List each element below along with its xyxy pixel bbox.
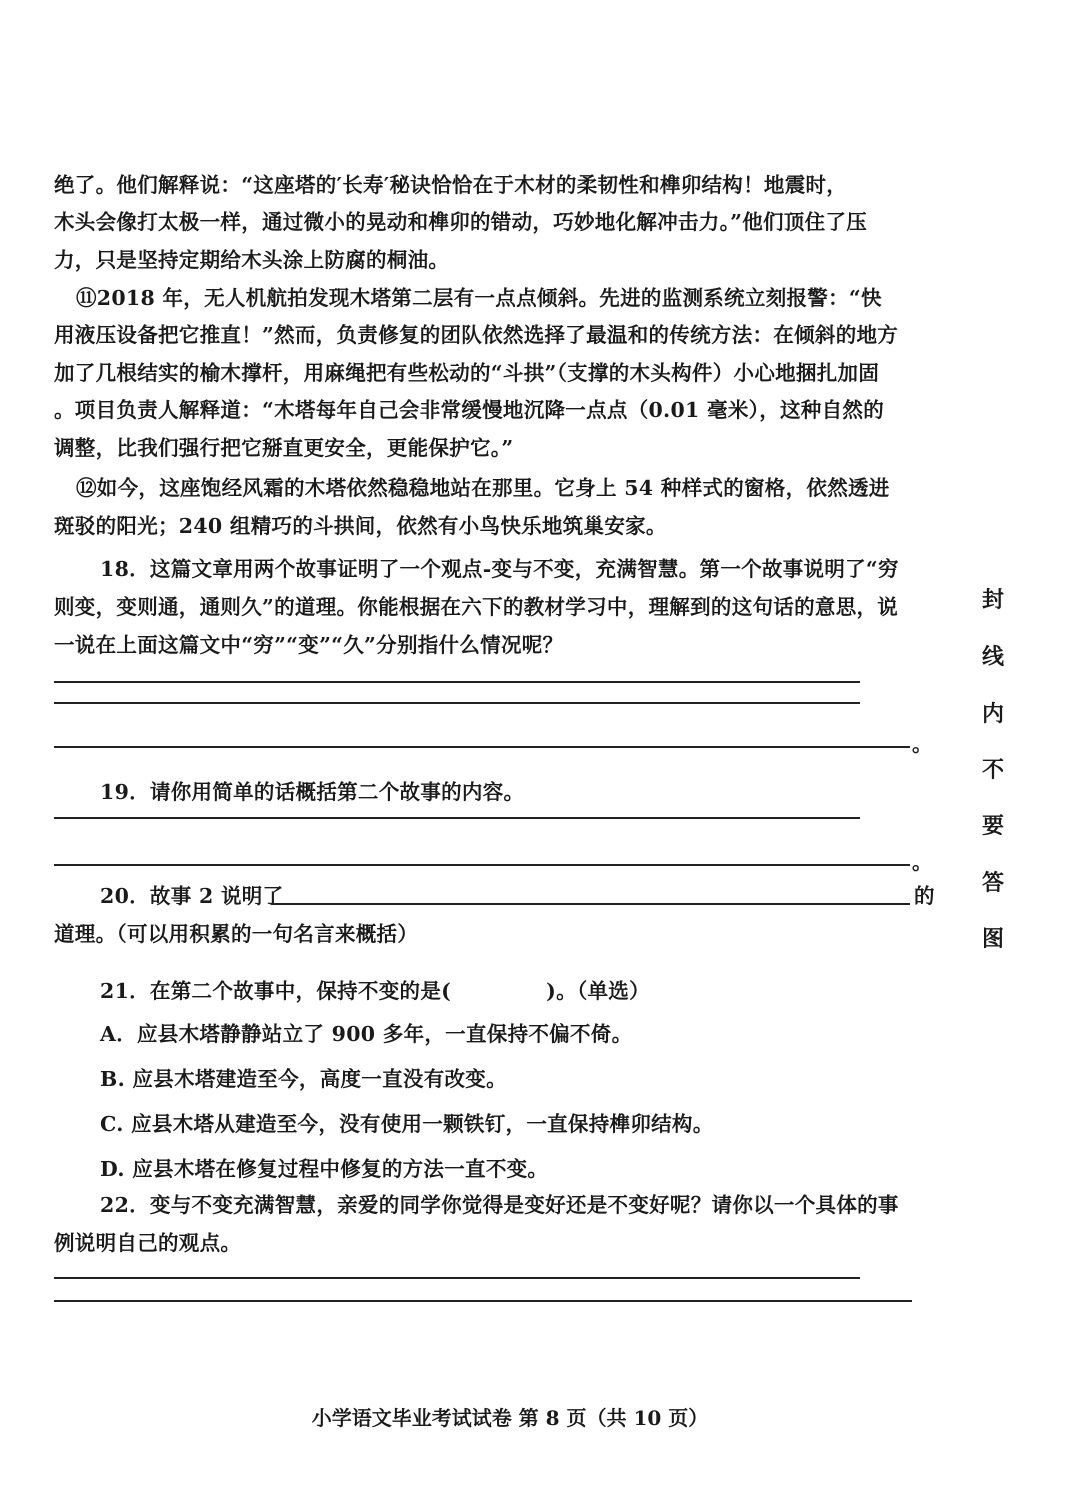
option-b: B. 应县木塔建造至今，高度一直没有改变。: [100, 1067, 507, 1091]
seal-line-char: 答: [982, 870, 1005, 896]
passage-line: 绝了。他们解释说：“这座塔的′长寿′秘诀恰恰在于木材的柔韧性和榫卯结构！地震时，: [54, 173, 848, 197]
question-21-stem-end: )。（单选）: [546, 979, 650, 1003]
seal-line-char: 内: [982, 701, 1005, 727]
answer-line-22[interactable]: [54, 1300, 912, 1302]
question-18-stem: 则变，变则通，通则久”的道理。你能根据在六下的教材学习中，理解到的这句话的意思，说: [54, 595, 899, 619]
question-18-stem: 18．这篇文章用两个故事证明了一个观点-变与不变，充满智慧。第一个故事说明了“穷: [100, 557, 899, 581]
answer-line-18[interactable]: [54, 746, 910, 748]
passage-paragraph-11: ⑪2018 年，无人机航拍发现木塔第二层有一点点倾斜。先进的监测系统立刻报警：“快: [76, 286, 882, 310]
period-mark: 。: [912, 850, 932, 874]
passage-line: 力，只是坚持定期给木头涂上防腐的桐油。: [54, 248, 450, 272]
answer-line-19[interactable]: [54, 864, 910, 866]
seal-line-char: 线: [982, 644, 1005, 670]
option-c: C. 应县木塔从建造至今，没有使用一颗铁钉，一直保持榫卯结构。: [100, 1112, 714, 1136]
question-18-stem: 一说在上面这篇文中“穷”“变”“久”分别指什么情况呢？: [54, 633, 564, 657]
option-d: D. 应县木塔在修复过程中修复的方法一直不变。: [100, 1157, 549, 1181]
passage-line: 斑驳的阳光；240 组精巧的斗拱间，依然有小鸟快乐地筑巢安家。: [54, 514, 667, 538]
passage-line: 调整，比我们强行把它掰直更安全，更能保护它。”: [54, 436, 514, 460]
question-21-stem: [100, 974, 650, 1004]
question-19-stem: 19．请你用简单的话概括第二个故事的内容。: [100, 780, 525, 804]
page-footer: 小学语文毕业考试试卷 第 8 页（共 10 页）: [311, 1406, 709, 1430]
option-a: A．应县木塔静静站立了 900 多年，一直保持不偏不倚。: [100, 1022, 633, 1046]
period-mark: 。: [912, 732, 932, 756]
seal-line-char: 要: [982, 813, 1005, 839]
answer-line-18[interactable]: [54, 702, 860, 704]
answer-line-19[interactable]: [54, 817, 860, 819]
passage-line: 木头会像打太极一样，通过微小的晃动和榫卯的错动，巧妙地化解冲击力。”他们顶住了压: [54, 210, 868, 234]
question-21-stem-start: 21．在第二个故事中，保持不变的是(: [100, 979, 452, 1003]
passage-paragraph-12: ⑫如今，这座饱经风霜的木塔依然稳稳地站在那里。它身上 54 种样式的窗格，依然透进: [76, 476, 890, 500]
question-22-stem: 22．变与不变充满智慧，亲爱的同学你觉得是变好还是不变好呢？请你以一个具体的事: [100, 1193, 899, 1217]
passage-line: 。项目负责人解释道：“木塔每年自己会非常缓慢地沉降一点点（0.01 毫米），这种自然的: [54, 398, 885, 422]
passage-line: 加了几根结实的榆木撑杆，用麻绳把有些松动的“斗拱”（支撑的木头构件）小心地捆扎加固: [54, 361, 880, 385]
question-20-suffix: 的: [914, 884, 935, 908]
answer-line-22[interactable]: [54, 1277, 860, 1279]
answer-blank-20[interactable]: [272, 903, 910, 905]
question-22-stem: 例说明自己的观点。: [54, 1231, 242, 1255]
question-20-stem: 道理。（可以用积累的一句名言来概括）: [54, 922, 419, 946]
passage-line: 用液压设备把它推直！”然而，负责修复的团队依然选择了最温和的传统方法：在倾斜的地方: [54, 323, 899, 347]
seal-line-char: 图: [982, 926, 1005, 952]
question-20-prefix: 20．故事 2 说明了: [100, 884, 284, 908]
seal-line-char: 封: [982, 587, 1005, 613]
answer-line-18[interactable]: [54, 681, 860, 683]
seal-line-char: 不: [982, 757, 1005, 783]
